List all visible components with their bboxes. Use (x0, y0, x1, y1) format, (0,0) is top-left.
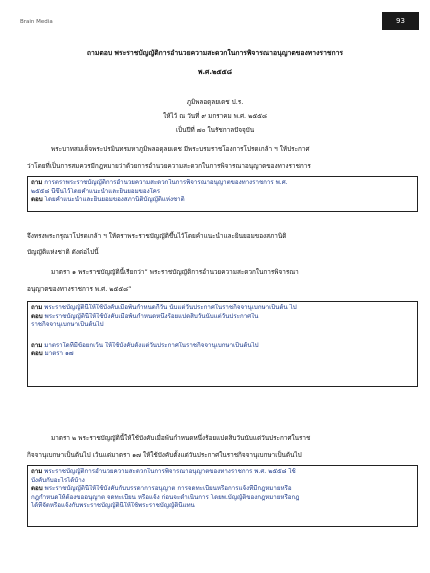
document-title: ถามตอบ พระราชบัญญัติการอำนวยความสะดวกในการพิจารณาอนุญาตของทางราชการ (86, 49, 344, 57)
preamble-line-2: ว่าโดยที่เป็นการสมควรมีกฎหมายว่าด้วยการอำนวยความสะดวกในการพิจารณาอนุญาตของทางราชการ (27, 162, 311, 170)
question-label: ถาม (31, 179, 43, 186)
answer-label: ตอบ (31, 312, 43, 320)
section-2-line-2: กิจจานุเบกษาเป็นต้นไป เว้นแต่มาตรา ๑๗ ให้ใช้บังคับตั้งแต่วันประกาศในราชกิจจานุเบกษาเป็นต้นไป (27, 451, 302, 459)
question-text: ถาม พระราชบัญญัตินี้ให้ใช้บังคับเมื่อพ้นกำหนดกี่วัน นับแต่วันประกาศในราชกิจจานุเบกษาเป็นต้น ไป (31, 304, 297, 311)
section-1-line-1: มาตรา ๑ พระราชบัญญัตินี้เรียกว่า” พระราชบัญญัติการอำนวยความสะดวกในการพิจารณา (51, 268, 299, 276)
answer-text-2: ตอบ มาตรา ๑๗ (31, 350, 74, 357)
answer-text: ตอบ พระราชบัญญัตินี้ให้ใช้บังคับกับบรรดาการอนุญาต การจดทะเบียนหรือการแจ้งที่มีกฎหมายหรือ (31, 485, 292, 492)
question-text-2: ถาม มาตราใดที่มีข้อยกเว้น ให้ใช้บังคับตั้งแต่วันประกาศในราชกิจจานุเบกษาเป็นต้นไป (31, 341, 259, 349)
qa-box-authority (27, 176, 418, 212)
question-text: ถาม พระราชบัญญัติการอำนวยความสะดวกในการพิจารณาอนุญาตของทางราชการ พ.ศ. ๒๕๕๘ ใช้ (31, 468, 296, 475)
question-label: ถาม (31, 468, 43, 475)
answer-text-cont-2: ได้ที่จัดหรือแจ้งกับพระราชบัญญัตินี้ให้ใช้พระราชบัญญัตินี้แทน (31, 502, 195, 509)
answer-label: ตอบ (31, 196, 43, 203)
king-signature: ภูมิพลอดุลยเดช ป.ร. (186, 98, 244, 106)
answer-label-2: ตอบ (31, 350, 43, 357)
question-text-cont: ๒๕๕๘ นี้ขึ้นไว้โดยคำแนะนำและยินยอมของใคร (31, 187, 161, 195)
answer-text-cont: ราชกิจจานุเบกษาเป็นต้นไป (31, 321, 104, 328)
question-text-cont: บังคับกับอะไรได้บ้าง (31, 476, 85, 484)
document-title-year: พ.ศ.๒๕๕๘ (198, 68, 232, 76)
question-label-2: ถาม (31, 341, 43, 349)
page-number-badge: 93 (382, 12, 419, 30)
reign-year: เป็นปีที่ ๗๐ ในรัชกาลปัจจุบัน (175, 126, 255, 134)
answer-text: ตอบ โดยคำแนะนำและยินยอมของสภานิติบัญญัติแห่งชาติ (31, 196, 185, 203)
answer-text-cont-1: กฎกำหนดให้ต้องขออนุญาต จดทะเบียน หรือแจ้ง ก่อนจะดำเนินการ โดยพ.บัญญัติของกฎหมายหรือกฎ (31, 493, 300, 501)
qa-box-effective-date (27, 301, 418, 387)
answer-label: ตอบ (31, 485, 43, 492)
section-2-line-1: มาตรา ๒ พระราชบัญญัตินี้ให้ใช้บังคับเมื่อพ้นกำหนดหนึ่งร้อยแปดสิบวันนับแต่วันประกาศในราช (51, 434, 311, 442)
question-label: ถาม (31, 304, 43, 311)
section-1-line-2: อนุญาตของทางราชการ พ.ศ. ๒๕๕๘” (27, 285, 132, 293)
qa-box-scope (27, 465, 418, 527)
enactment-line-2: บัญญัติแห่งชาติ ดังต่อไปนี้ (27, 248, 99, 256)
enactment-line-1: จึงทรงพระกรุณาโปรดเกล้า ฯ ให้ตราพระราชบัญญัติขึ้นไว้โดยคำแนะนำและยินยอมของสภานิติ (27, 232, 287, 240)
given-date: ให้ไว้ ณ วันที่ ๙ มกราคม พ.ศ. ๒๕๕๘ (163, 112, 267, 120)
preamble-line-1: พระบาทสมเด็จพระปรมินทรมหาภูมิพลอดุลยเดช มีพระบรมราชโองการโปรดเกล้า ฯ ให้ประกาศ (51, 145, 310, 153)
brand-label: Brain Media (20, 19, 53, 25)
question-text: ถาม การตราพระราชบัญญัติการอำนวยความสะดวกในการพิจารณาอนุญาตของทางราชการ พ.ศ. (31, 179, 288, 186)
answer-text: ตอบ พระราชบัญญัตินี้ให้ใช้บังคับเมื่อพ้นกำหนดหนึ่งร้อยแปดสิบวันนับแต่วันประกาศใน (31, 312, 259, 320)
